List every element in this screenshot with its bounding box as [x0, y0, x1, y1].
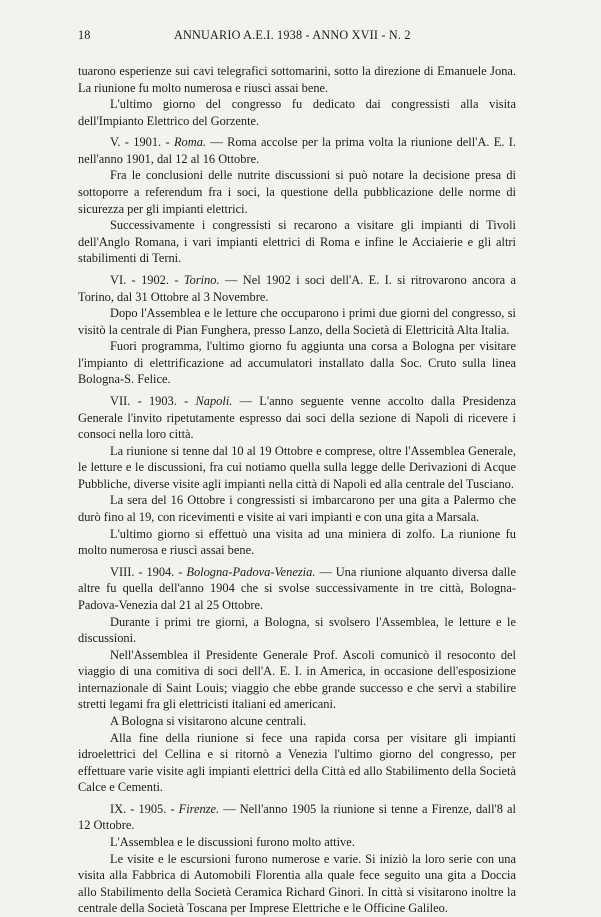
section-paragraph	[78, 393, 516, 443]
paragraph: L'Assemblea e le discussioni furono molto attive.	[110, 835, 355, 850]
page-number: 18	[78, 28, 91, 42]
paragraph: Dopo l'Assemblea e le letture che occuparono i primi due giorni del congresso, si visitò la centrale di Pian Funghera, presso Lanzo, della Società di Elettricità Alta Italia.	[78, 306, 516, 337]
section-city: Napoli.	[195, 393, 233, 408]
section-paragraph	[78, 272, 516, 305]
running-header	[78, 28, 518, 50]
paragraph: La sera del 16 Ottobre i congressisti si imbarcarono per una gita a Palermo che durò fino al 19, con ricevimenti e visite ai vari impianti e con una gita a Marsala.	[78, 493, 516, 525]
paragraph: La riunione si tenne dal 10 al 19 Ottobre e comprese, oltre l'Assemblea Generale, le letture e le discussioni, fra cui notiamo quella sulla legge delle Derivazioni di Acque Pubbliche, diverse visite agli impianti nella città di Napoli ed alla centrale del Tusciano.	[78, 443, 516, 491]
paragraph: Alla fine della riunione si fece una rapida corsa per visitare gli impianti idroelettrici del Cellina e si ritornò a Venezia l'ultimo giorno del congresso, per effettuare varie visite agli impianti elettrici della Città ed allo Stabilimento della Società Calce e Cementi.	[78, 730, 516, 795]
paragraph: A Bologna si visitarono alcune centrali.	[110, 713, 307, 728]
paragraph: Successivamente i congressisti si recarono a visitare gli impianti di Tivoli dell'Anglo Romana, i vari impianti elettrici di Roma e infine le Acciaierie e gli altri stabilimenti di Terni.	[78, 218, 516, 266]
section-paragraph	[78, 134, 516, 167]
paragraph: Durante i primi tre giorni, a Bologna, si svolsero l'Assemblea, le letture e le discussioni.	[78, 614, 516, 646]
section-text: — Nell'anno 1905 la riunione si tenne a Firenze, dall'8 al 12 Ottobre.	[78, 801, 516, 833]
paragraph: L'ultimo giorno del congresso fu dedicato dai congressisti alla visita dell'Impianto Elettrico del Gorzente.	[78, 97, 516, 128]
body-text	[78, 63, 516, 917]
section-number: VII. - 1903. -	[110, 393, 189, 408]
paragraph: Le visite e le escursioni furono numerose e varie. Si iniziò la loro serie con una visita alla Fabbrica di Automobili Florentia alla quale fece seguito una gita a Doccia allo Stabilimento della Società Ceramica Richard Ginori. In città si visitarono inoltre la centrale della Società Toscana per Imprese Elettriche e le Officine Galileo.	[78, 851, 516, 916]
paragraph: Fra le conclusioni delle nutrite discussioni si può notare la decisione presa di sottoporre a referendum fra i soci, la questione della pubblicazione delle norme di sicurezza per gli impianti elettrici.	[78, 168, 516, 216]
paragraph: tuarono esperienze sui cavi telegrafici sottomarini, sotto la direzione di Emanuele Jona. La riunione fu molto numerosa e riuscì assai bene.	[78, 64, 516, 95]
section-number: IX. - 1905. -	[110, 801, 175, 816]
paragraph: Nell'Assemblea il Presidente Generale Prof. Ascoli comunicò il resoconto del viaggio di una comitiva di soci dell'A. E. I. in America, in occasione dell'esposizione internazionale di Saint Louis; viaggio che ebbe grande successo e che servì a stabilire stretti legami fra gli elettricisti italiani ed americani.	[78, 647, 516, 712]
section-text: — Roma accolse per la prima volta la riunione dell'A. E. I. nell'anno 1901, dal 12 al 16 Ottobre.	[78, 135, 517, 166]
paragraph: L'ultimo giorno si effettuò una visita ad una miniera di zolfo. La riunione fu molto numerosa e riuscì assai bene.	[78, 526, 516, 558]
paragraph: Fuori programma, l'ultimo giorno fu aggiunta una corsa a Bologna per visitare l'impianto di elettrificazione ad accumulatori installato dalla Soc. Cruto sulla linea Bologna-S. Felice.	[78, 339, 516, 387]
section-text: — Una riunione alquanto diversa dalle altre fu quella dell'anno 1904 che si svolse successivamente in tre città, Bologna-Padova-Venezia dal 21 al 25 Ottobre.	[78, 564, 516, 612]
section-text: — L'anno seguente venne accolto dalla Presidenza Generale l'invito ripetutamente espresso dai soci della sezione di Napoli di ricevere i consoci nella loro città.	[78, 393, 516, 442]
section-paragraph	[78, 564, 516, 614]
section-city: Bologna-Padova-Venezia.	[186, 564, 316, 579]
section-city: Torino.	[183, 272, 220, 287]
section-number: VI. - 1902. -	[110, 272, 179, 287]
section-number: V. - 1901. -	[110, 135, 170, 150]
section-paragraph	[78, 801, 516, 834]
running-title: ANNUARIO A.E.I. 1938 - ANNO XVII - N. 2	[174, 28, 411, 42]
section-city: Firenze.	[178, 801, 220, 816]
section-number: VIII. - 1904. -	[110, 564, 183, 579]
section-city: Roma.	[173, 135, 206, 150]
section-text: — Nel 1902 i soci dell'A. E. I. si ritrovarono ancora a Torino, dal 31 Ottobre al 3 Novembre.	[78, 272, 516, 304]
